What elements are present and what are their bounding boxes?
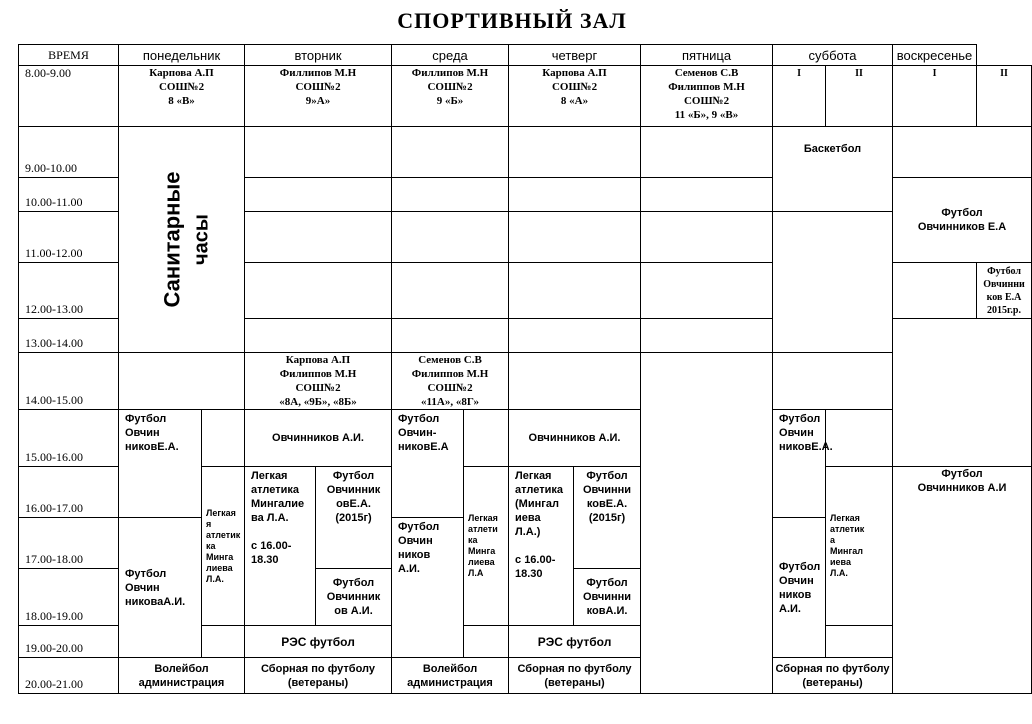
time-cell: 9.00-10.00: [19, 127, 119, 178]
athletics-cell: Легкая атлетика Мингалие ва Л.А. с 16.00- 18.30: [245, 467, 316, 626]
lesson-cell: Филлипов М.Н СОШ№2 9 «Б»: [392, 66, 509, 127]
time-cell: 16.00-17.00: [19, 467, 119, 518]
time-cell: 20.00-21.00: [19, 658, 119, 694]
trainer-cell: Овчинников А.И.: [509, 410, 641, 467]
shift-label: II: [826, 66, 893, 127]
basketball-cell: Баскетбол: [773, 127, 893, 212]
football-cell: Футбол Овчинни ковА.И.: [574, 569, 641, 626]
time-cell: 17.00-18.00: [19, 518, 119, 569]
time-cell: 13.00-14.00: [19, 319, 119, 353]
header-day: пятница: [641, 45, 773, 66]
football-cell: Футбол Овчин- никовЕ.А: [392, 410, 464, 518]
athletics-cell: Легкая атлетика (Мингал иева Л.А.) с 16.00- 18.30: [509, 467, 574, 626]
header-day: вторник: [245, 45, 392, 66]
football-cell: Футбол Овчин никовЕ.А.: [119, 410, 202, 518]
shift-label: I: [773, 66, 826, 127]
volleyball-cell: Волейбол администрация: [119, 658, 245, 694]
header-day: среда: [392, 45, 509, 66]
header-day: воскресенье: [893, 45, 977, 66]
header-time: ВРЕМЯ: [19, 45, 119, 66]
lesson-cell: Филлипов М.Н СОШ№2 9»А»: [245, 66, 392, 127]
header-day: четверг: [509, 45, 641, 66]
lesson-cell: Карпова А.П СОШ№2 8 «А»: [509, 66, 641, 127]
time-cell: 18.00-19.00: [19, 569, 119, 626]
football-cell: Футбол Овчинни ков Е.А 2015г.р.: [977, 263, 1032, 319]
lesson-cell: Семенов С.В Филиппов М.Н СОШ№2 11 «Б», 9 «В»: [641, 66, 773, 127]
athletics-cell: Легкая я атлетик ка Минга лиева Л.А.: [202, 467, 245, 626]
sanitary-cell: Санитарные часы: [119, 127, 245, 353]
time-cell: 12.00-13.00: [19, 263, 119, 319]
football-cell: Футбол Овчин никовЕ.А.: [773, 410, 826, 518]
time-cell: 10.00-11.00: [19, 178, 119, 212]
lesson-cell: Карпова А.П СОШ№2 8 «В»: [119, 66, 245, 127]
athletics-cell: Легкая атлети ка Минга лиева Л.А: [464, 467, 509, 626]
volleyball-cell: Волейбол администрация: [392, 658, 509, 694]
res-football-cell: РЭС футбол: [509, 626, 641, 658]
football-cell: Футбол Овчинников Е.А: [893, 178, 1032, 263]
time-cell: 8.00-9.00: [19, 66, 119, 127]
shift-label: I: [893, 66, 977, 127]
header-day: суббота: [773, 45, 893, 66]
veterans-cell: Сборная по футболу (ветераны): [773, 658, 893, 694]
veterans-cell: Сборная по футболу (ветераны): [245, 658, 392, 694]
football-cell: Футбол Овчинни ковЕ.А. (2015г): [574, 467, 641, 569]
veterans-cell: Сборная по футболу (ветераны): [509, 658, 641, 694]
football-cell: Футбол Овчинников А.И: [893, 467, 1032, 694]
football-cell: Футбол Овчин ников А.И.: [773, 518, 826, 658]
time-cell: 11.00-12.00: [19, 212, 119, 263]
res-football-cell: РЭС футбол: [245, 626, 392, 658]
shift-label: II: [977, 66, 1032, 127]
football-cell: Футбол Овчин ников А.И.: [392, 518, 464, 658]
football-cell: Футбол Овчинник овЕ.А. (2015г): [316, 467, 392, 569]
time-cell: 14.00-15.00: [19, 353, 119, 410]
football-cell: Футбол Овчинник ов А.И.: [316, 569, 392, 626]
schedule-table: [18, 44, 1032, 694]
header-day: понедельник: [119, 45, 245, 66]
lesson-cell: Семенов С.В Филиппов М.Н СОШ№2 «11А», «8Г»: [392, 353, 509, 410]
lesson-cell: Карпова А.П Филиппов М.Н СОШ№2 «8А, «9Б», «8Б»: [245, 353, 392, 410]
page-title: СПОРТИВНЫЙ ЗАЛ: [397, 8, 627, 33]
time-cell: 15.00-16.00: [19, 410, 119, 467]
trainer-cell: Овчинников А.И.: [245, 410, 392, 467]
football-cell: Футбол Овчин никоваА.И.: [119, 518, 202, 658]
time-cell: 19.00-20.00: [19, 626, 119, 658]
athletics-cell: Легкая атлетик а Мингал иева Л.А.: [826, 467, 893, 626]
